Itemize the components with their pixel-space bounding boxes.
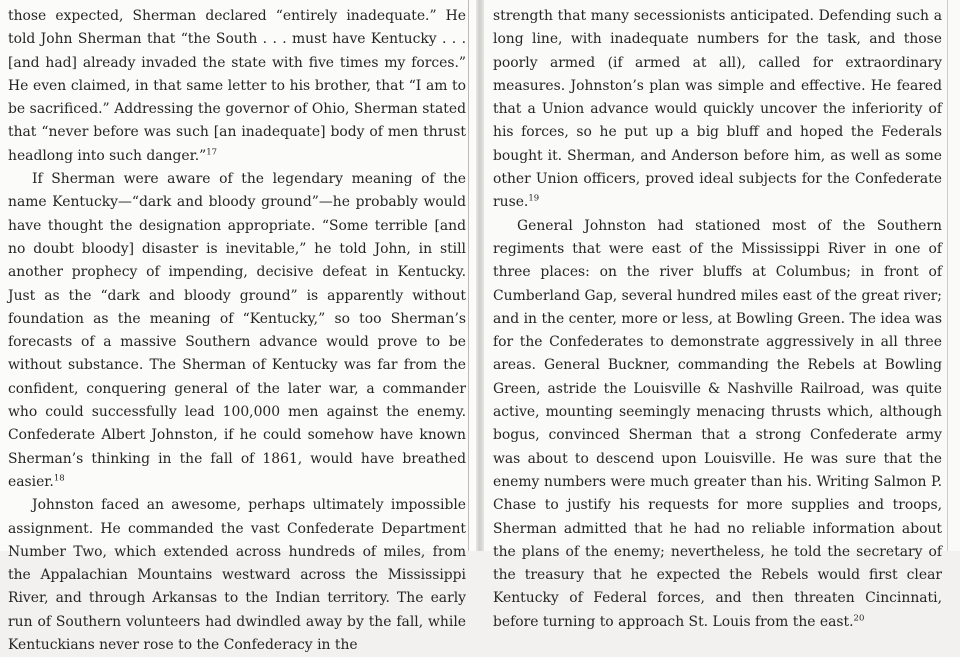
paragraph-johnston-bluff [493, 5, 942, 215]
left-page [0, 0, 476, 654]
paragraph-text: strength that many secessionists anticipated. Defending such a long line, with inadequate numbers for the task, and those poorly armed (if armed at all), called for extraordinary measures. Johnston’s plan was simple and effective. He feared that a Union advance would quickly uncover the inferiority of his forces, so he put up a big bluff and hoped the Federals bought it. Sherman, and Anderson before him, as well as some other Union officers, proved ideal subjects for the Confederate ruse. [493, 8, 942, 211]
paragraph-text: General Johnston had stationed most of the Southern regiments that were east of the Mississippi River in one of three places: on the river bluffs at Columbus; in front of Cumberland Gap, several hundred miles east of the great river; and in the center, more or less, at Bowling Green. The idea was for the Confederates to demonstrate aggressively in all three areas. General Buckner, commanding the Rebels at Bowling Green, astride the Louisville & Nashville Railroad, was quite active, mounting seemingly menacing thrusts which, although bogus, convinced Sherman that a strong Confederate army was about to descend upon Louisville. He was sure that the enemy numbers were much greater than his. Writing Salmon P. Chase to justify his requests for more supplies and troops, Sherman admitted that he had no reliable information about the plans of the enemy; nevertheless, he told the secretary of the treasury that he expected the Rebels would first clear Kentucky of Federal forces, and then threaten Cincinnati, before turning to approach St. Louis from the east. [493, 217, 942, 630]
paragraph-text: Johnston faced an awesome, perhaps ultimately impossible assignment. He commanded the vast Confederate Department Number Two, which extended across hundreds of miles, from the Appalachian Mountains westward across the Mississippi River, and through Arkansas to the Indian territory. The early run of Southern volunteers had dwindled away by the fall, while Kentuckians never rose to the Confederacy in the [8, 497, 466, 654]
column-margin-rule [468, 0, 469, 551]
paragraph-text: If Sherman were aware of the legendary meaning of the name Kentucky—“dark and bloody ground”—he probably would have thought the designation appropriate. “Some terrible [and no doubt bloody] disaster is inevitable,” he told John, in still another prophecy of impending, decisive defeat in Kentucky. Just as the “dark and bloody ground” is apparently without foundation as the meaning of “Kentucky,” so too Sherman’s forecasts of a massive Southern advance would prove to be without substance. The Sherman of Kentucky was far from the confident, conquering general of the later war, a commander who could successfully lead 100,000 men against the enemy. Confederate Albert Johnston, if he could somehow have known Sherman’s thinking in the fall of 1861, would have breathed easier. [8, 171, 466, 490]
paragraph-dark-and-bloody-ground [8, 168, 466, 494]
footnote-marker: 17 [206, 147, 218, 158]
right-text-column [493, 5, 942, 634]
paragraph-text: those expected, Sherman declared “entirely inadequate.” He told John Sherman that “the South . . . must have Kentucky . . . [and had] already invaded the state with five times my forces.” He even claimed, in that same letter to his brother, that “I am to be sacrificed.” Addressing the governor of Ohio, Sherman stated that “never before was such [an inadequate] body of men thrust headlong into such danger.” [8, 8, 466, 164]
right-page [484, 0, 960, 630]
footnote-marker: 19 [528, 193, 540, 204]
paragraph-sherman-inadequate [8, 5, 466, 168]
footnote-marker: 20 [853, 613, 865, 624]
paragraph-three-places [493, 215, 942, 634]
left-text-column [8, 5, 466, 657]
footnote-marker: 18 [53, 473, 65, 484]
page-gutter [476, 0, 484, 551]
column-margin-rule [947, 0, 948, 551]
paragraph-johnston-assignment [8, 494, 466, 657]
